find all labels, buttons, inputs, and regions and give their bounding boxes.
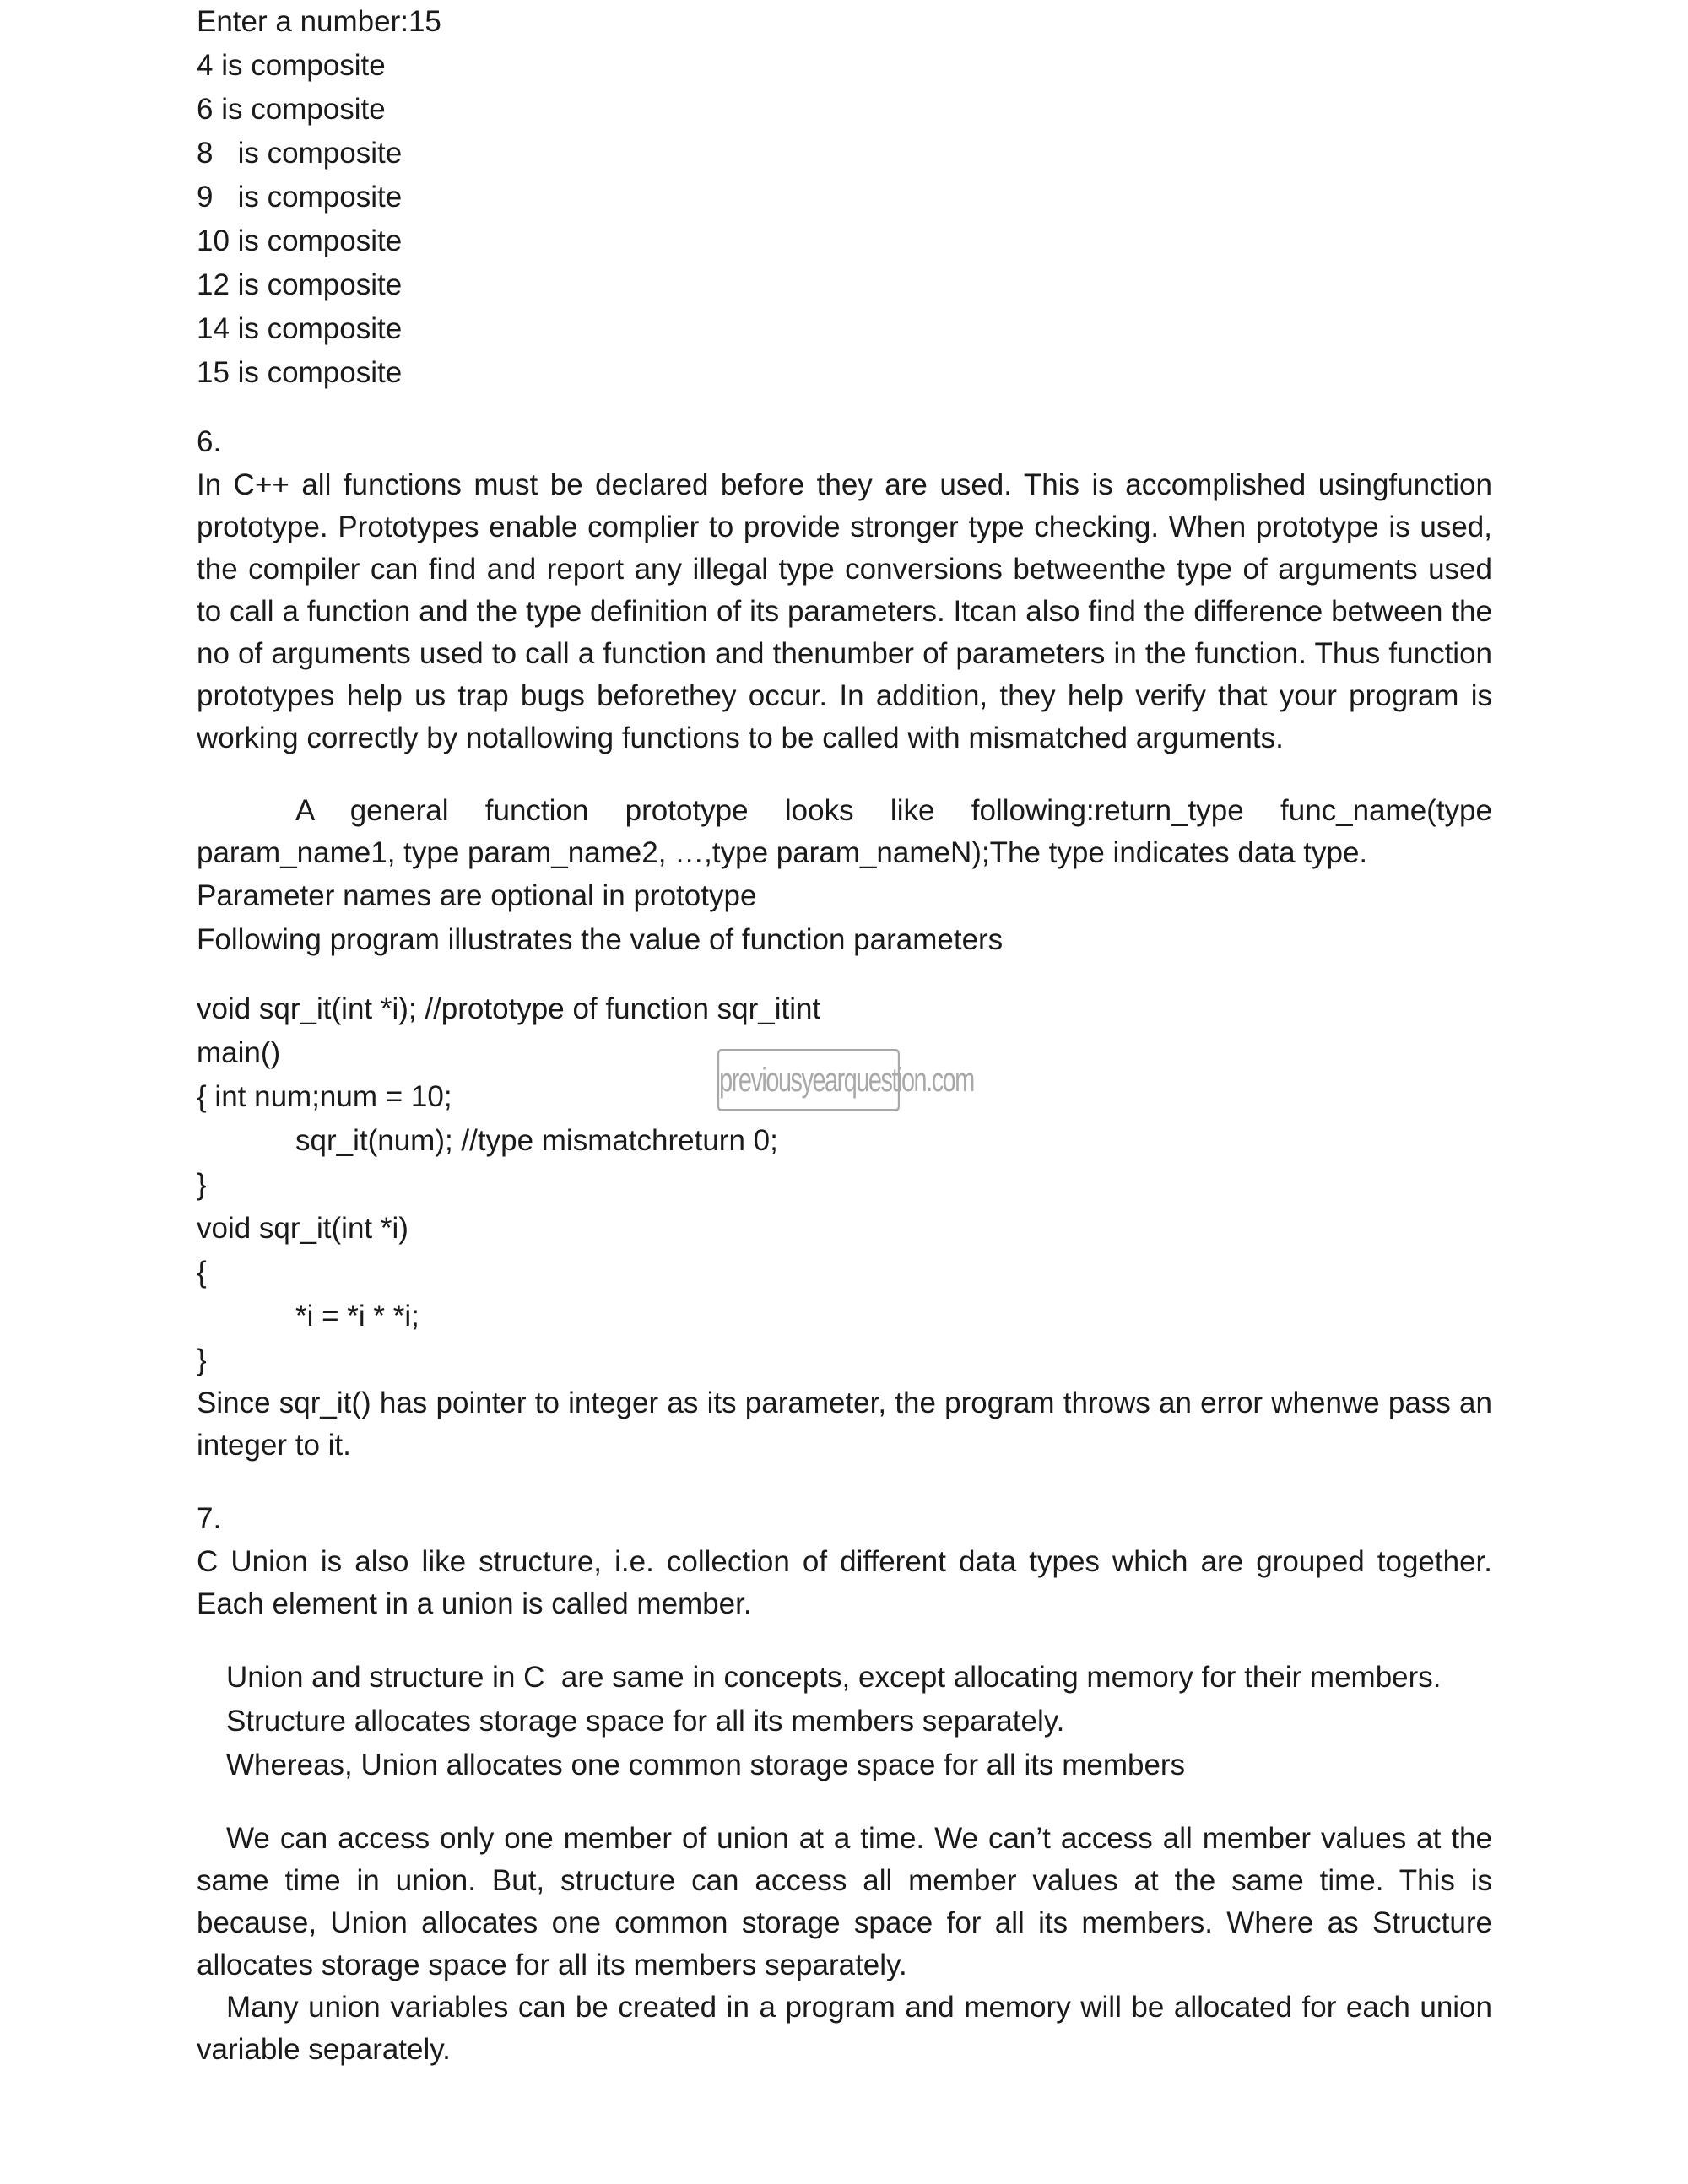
watermark-text: previousyearquestion.com xyxy=(719,1062,974,1099)
output-line: 15 is composite xyxy=(197,356,403,389)
code-line: } xyxy=(197,1343,207,1376)
output-line: 6 is composite xyxy=(197,93,386,126)
code-line: } xyxy=(197,1168,207,1201)
section-7-point: Whereas, Union allocates one common storage space for all its members xyxy=(226,1749,1186,1781)
code-line: main() xyxy=(197,1036,281,1069)
code-block xyxy=(197,987,1492,1382)
code-line: sqr_it(num); //type mismatchreturn 0; xyxy=(295,1124,778,1157)
section-6-paragraph-1: In C++ all functions must be declared before they are used. This is accomplished usingfunction prototype. Prototypes enable complier to provide stronger type checking. When prototype is used, the compiler can find and report any illegal type conversions betweenthe type of arguments used to call a function and the type definition of its parameters. Itcan also find the difference between the no of arguments used to call a function and thenumber of parameters in the function. Thus function prototypes help us trap bugs beforethey occur. In addition, they help verify that your program is working correctly by notallowing functions to be called with mismatched arguments. xyxy=(197,468,1492,754)
watermark-logo xyxy=(717,1049,974,1111)
program-output xyxy=(197,0,1492,395)
section-6-conclusion: Since sqr_it() has pointer to integer as its parameter, the program throws an error whenwe pass an integer to it. xyxy=(197,1387,1492,1462)
section-7-paragraph-3: Many union variables can be created in a program and memory will be allocated for each union variable separately. xyxy=(197,1991,1492,2066)
code-line: { int num;num = 10; xyxy=(197,1080,452,1113)
output-prompt: Enter a number:15 xyxy=(197,5,441,38)
section-6-paragraph-2: A general function prototype looks like following:return_type func_name(type param_name1, type param_name2, …,type param_nameN);The type indicates data type. xyxy=(197,794,1492,869)
section-7 xyxy=(197,1497,1492,2071)
code-line: *i = *i * *i; xyxy=(295,1300,419,1333)
code-line: void sqr_it(int *i) xyxy=(197,1212,408,1245)
code-line: { xyxy=(197,1256,207,1289)
document-page xyxy=(197,0,1492,2071)
section-7-paragraph-1: C Union is also like structure, i.e. collection of different data types which are grouped together. Each element in a union is called member. xyxy=(197,1545,1492,1620)
section-number: 6. xyxy=(197,425,222,458)
output-line: 14 is composite xyxy=(197,312,403,345)
section-6-line-4: Following program illustrates the value of function parameters xyxy=(197,923,1004,956)
section-6-line-3: Parameter names are optional in prototype xyxy=(197,879,757,912)
output-line: 12 is composite xyxy=(197,268,403,301)
section-7-point: Structure allocates storage space for all its members separately. xyxy=(226,1705,1065,1738)
output-line: 8 is composite xyxy=(197,137,403,170)
output-line: 10 is composite xyxy=(197,224,403,257)
section-7-point: Union and structure in C are same in concepts, except allocating memory for their members. xyxy=(226,1661,1442,1694)
output-line: 9 is composite xyxy=(197,181,403,214)
output-line: 4 is composite xyxy=(197,49,386,82)
section-7-paragraph-2: We can access only one member of union at a time. We can’t access all member values at the same time in union. But, structure can access all member values at the same time. This is because, Union allocates one common storage space for all its members. Where as Structure allocates storage space for all its members separately. xyxy=(197,1822,1492,1981)
section-6 xyxy=(197,420,1492,1467)
section-number: 7. xyxy=(197,1502,222,1535)
code-line: void sqr_it(int *i); //prototype of function sqr_itint xyxy=(197,992,821,1025)
